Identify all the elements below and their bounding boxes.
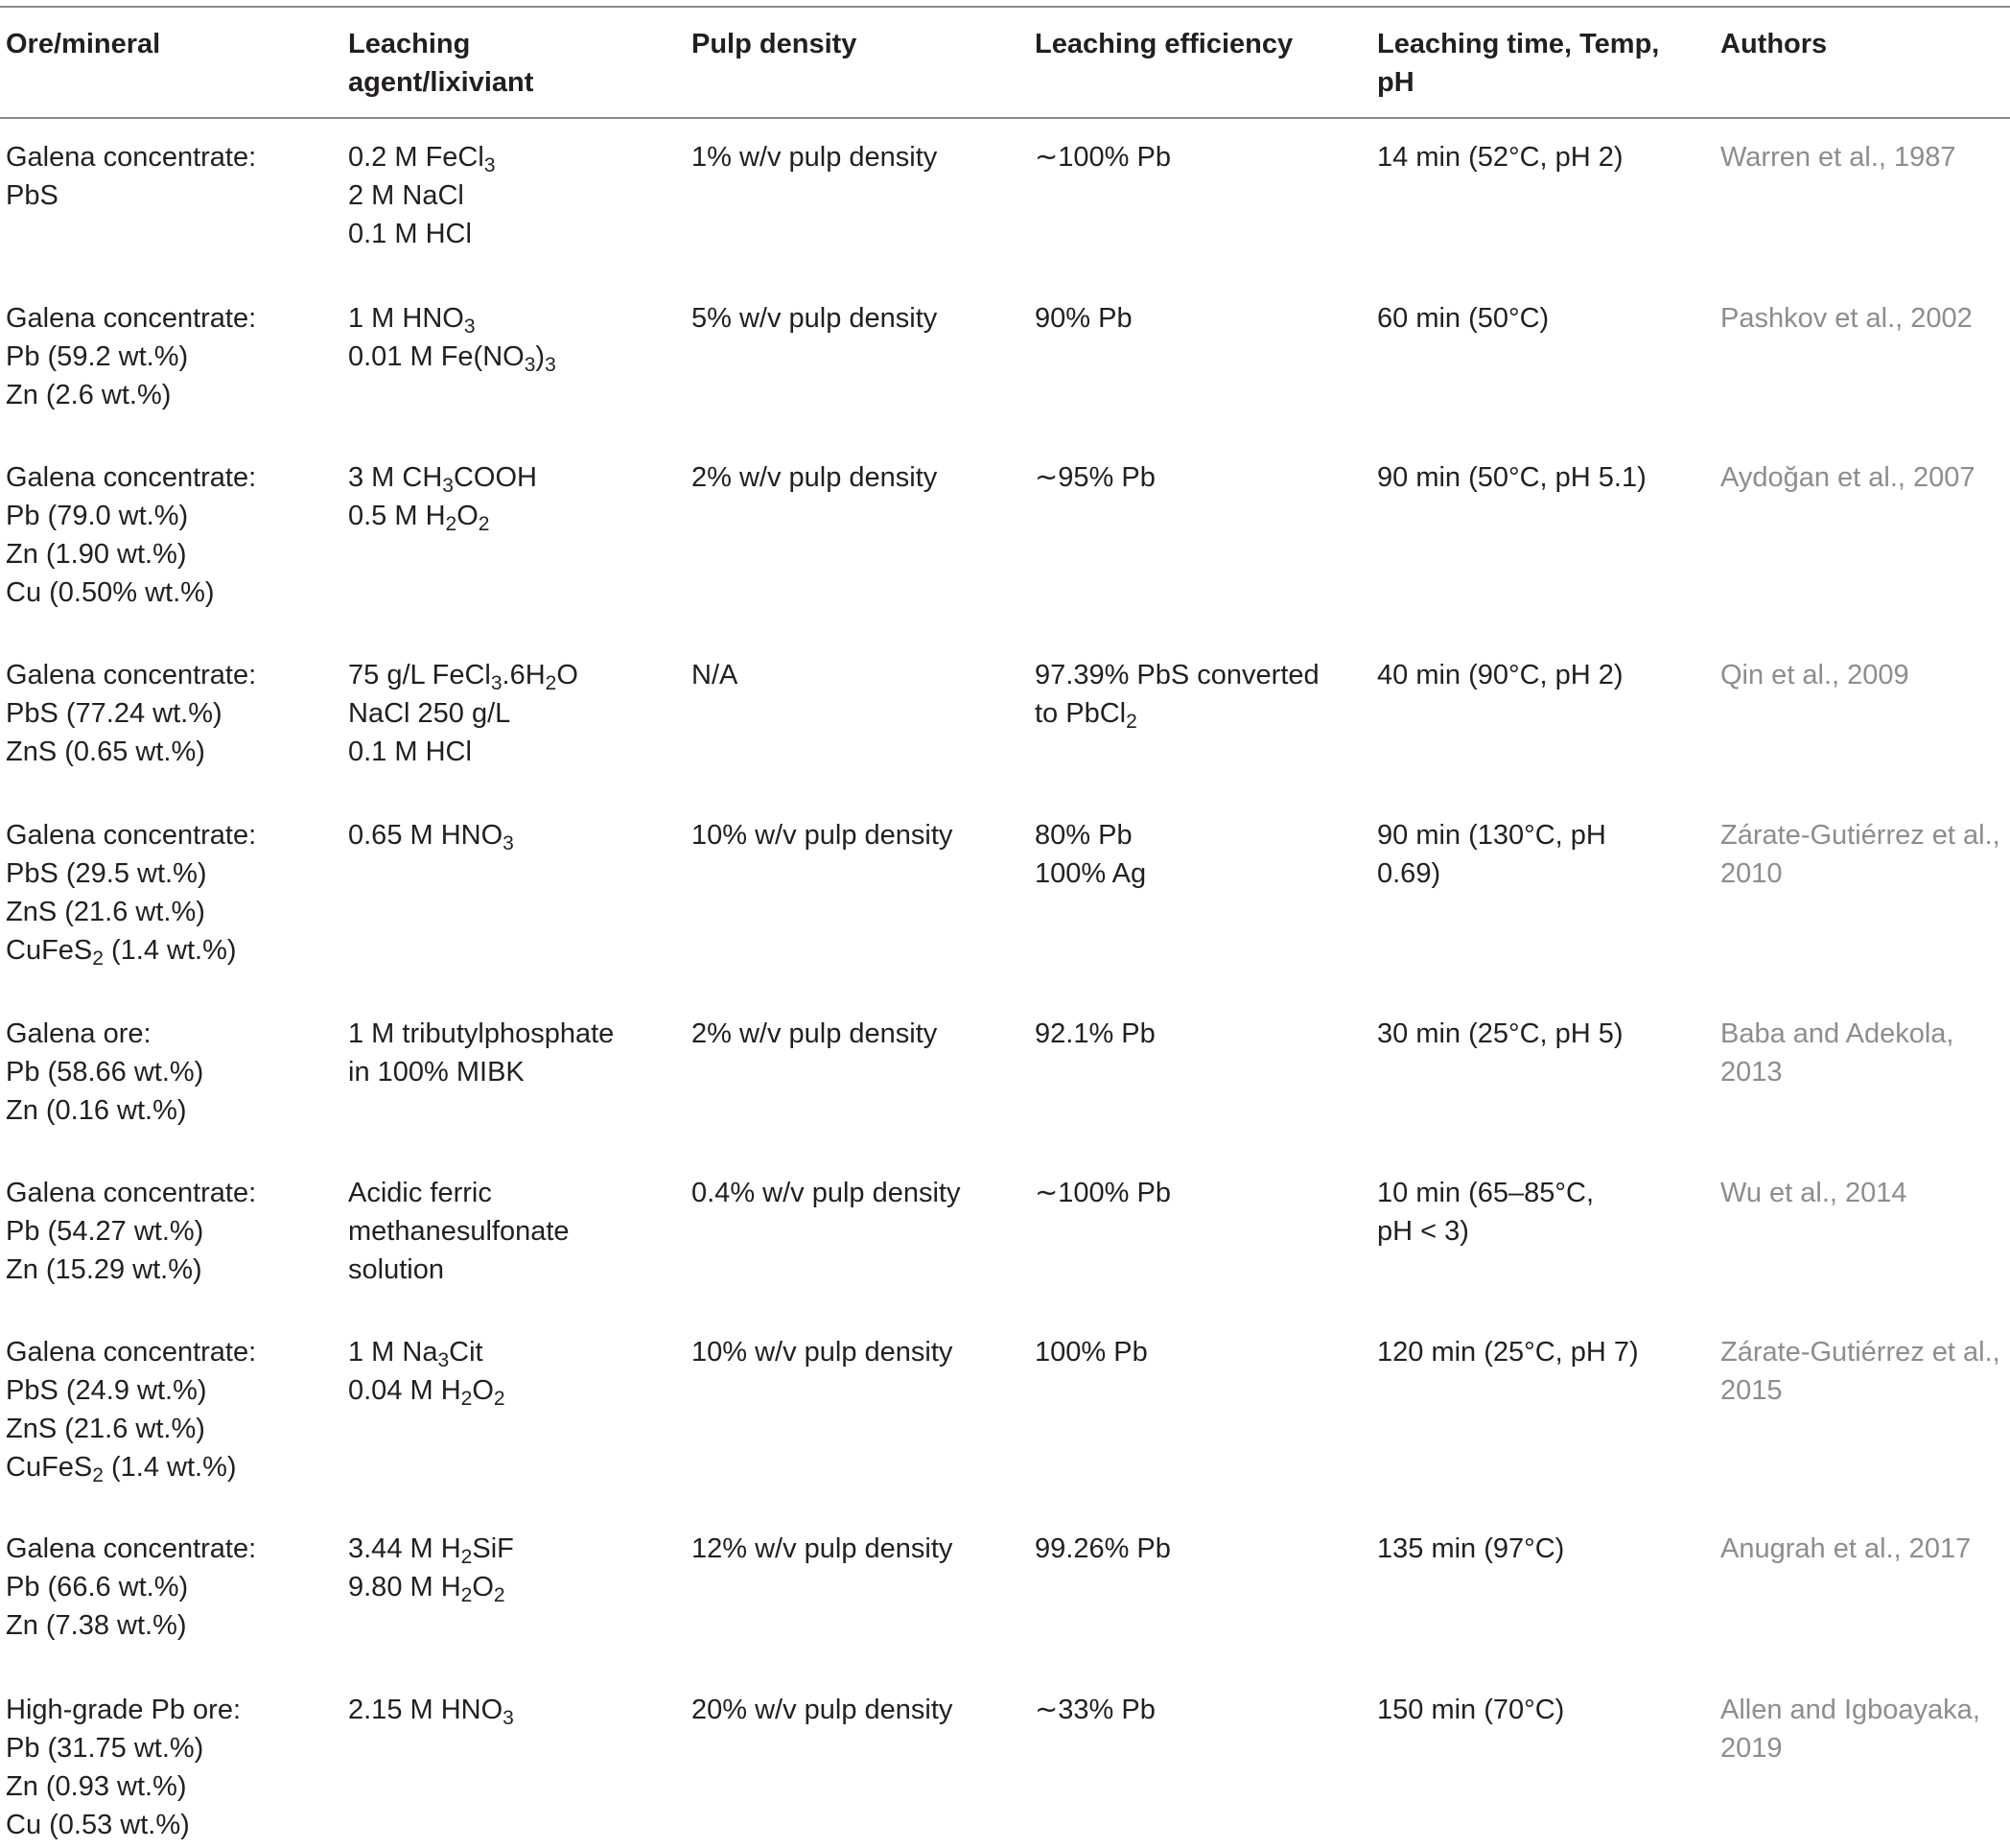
cell-line: Pb (66.6 wt.%)	[6, 1572, 189, 1602]
table-header-row	[0, 25, 2010, 111]
cell-line: Zárate-Gutiérrez et al.,	[1720, 1337, 2000, 1368]
cell-line: 0.01 M $Fe(NO_3)_3$	[348, 341, 556, 376]
cell-line: Pb (59.2 wt.%)	[6, 341, 189, 372]
cell-line: ∼100% Pb	[1035, 142, 1171, 173]
cell-authors	[1720, 1174, 2008, 1212]
cell-line: 14 min (52°C, pH 2)	[1377, 142, 1624, 173]
cell-line: pH < 3)	[1377, 1216, 1469, 1247]
cell-line: Warren et al., 1987	[1720, 142, 1956, 173]
cell-leaching-efficiency	[1035, 138, 1361, 176]
cell-line: 150 min (70°C)	[1377, 1695, 1565, 1725]
cell-line: Aydoğan et al., 2007	[1720, 462, 1975, 493]
cell-line: 20% w/v pulp density	[691, 1695, 953, 1725]
cell-line: Galena concentrate:	[6, 303, 257, 334]
cell-line: 1 M $HNO_3$	[348, 303, 476, 338]
cell-line: ∼100% Pb	[1035, 1178, 1171, 1208]
cell-line: 75 g/L $FeCl_3.6H_2O$	[348, 660, 578, 694]
cell-pulp-density	[691, 299, 1017, 338]
cell-line: ∼95% Pb	[1035, 462, 1156, 493]
cell-leaching-conditions	[1377, 1530, 1703, 1568]
cell-line: Galena concentrate:	[6, 820, 257, 851]
cell-line: 10% w/v pulp density	[691, 820, 953, 851]
cell-line: 2019	[1720, 1733, 1783, 1764]
cell-authors	[1720, 816, 2008, 893]
cell-line: 120 min (25°C, pH 7)	[1377, 1337, 1639, 1368]
cell-line: Acidic ferric	[348, 1178, 492, 1208]
cell-line: 90 min (130°C, pH	[1377, 820, 1606, 851]
cell-line: Zn (2.6 wt.%)	[6, 380, 172, 410]
cell-authors	[1720, 1530, 2008, 1568]
cell-line: 1% w/v pulp density	[691, 142, 938, 173]
header-leaching-conditions	[1377, 25, 1703, 102]
cell-ore-mineral	[6, 816, 332, 970]
cell-authors	[1720, 1333, 2008, 1410]
cell-pulp-density	[691, 138, 1017, 176]
header-line: Leaching time, Temp,	[1377, 29, 1660, 59]
cell-line: PbS (29.5 wt.%)	[6, 858, 207, 889]
cell-leaching-agent	[348, 816, 674, 854]
header-line: agent/lixiviant	[348, 67, 534, 98]
cell-line: Galena concentrate:	[6, 142, 257, 173]
cell-line: to PbCl$_2$	[1035, 698, 1137, 733]
cell-line: NaCl 250 g/L	[348, 698, 511, 729]
cell-line: Zn (0.93 wt.%)	[6, 1771, 187, 1802]
cell-line: 0.4% w/v pulp density	[691, 1178, 961, 1208]
cell-line: 60 min (50°C)	[1377, 303, 1550, 334]
cell-line: Galena concentrate:	[6, 462, 257, 493]
cell-line: 1 M tributylphosphate	[348, 1018, 615, 1049]
cell-line: Galena ore:	[6, 1018, 152, 1049]
cell-leaching-efficiency	[1035, 458, 1361, 497]
cell-line: Cu (0.50% wt.%)	[6, 577, 215, 608]
cell-line: 135 min (97°C)	[1377, 1533, 1565, 1564]
header-pulp-density	[691, 25, 1017, 63]
cell-leaching-efficiency	[1035, 656, 1361, 733]
cell-line: Pb (79.0 wt.%)	[6, 501, 189, 531]
cell-leaching-agent	[348, 1333, 674, 1410]
header-leaching-agent	[348, 25, 674, 102]
cell-leaching-agent	[348, 458, 674, 535]
cell-line: solution	[348, 1254, 444, 1285]
cell-line: 10 min (65–85°C,	[1377, 1178, 1594, 1208]
cell-line: Galena concentrate:	[6, 1178, 257, 1208]
cell-leaching-conditions	[1377, 458, 1703, 497]
cell-leaching-efficiency	[1035, 1174, 1361, 1212]
cell-line: Baba and Adekola,	[1720, 1018, 1954, 1049]
cell-authors	[1720, 1691, 2008, 1767]
cell-leaching-efficiency	[1035, 1015, 1361, 1053]
cell-line: 0.1 M HCl	[348, 219, 472, 249]
cell-ore-mineral	[6, 1015, 332, 1130]
cell-leaching-conditions	[1377, 299, 1703, 338]
cell-line: Pb (58.66 wt.%)	[6, 1057, 204, 1088]
cell-line: CuFeS$_2$ (1.4 wt.%)	[6, 935, 237, 970]
cell-line: 2% w/v pulp density	[691, 1018, 938, 1049]
cell-leaching-efficiency	[1035, 1530, 1361, 1568]
cell-authors	[1720, 656, 2008, 694]
cell-authors	[1720, 299, 2008, 338]
cell-line: 40 min (90°C, pH 2)	[1377, 660, 1624, 690]
cell-authors	[1720, 138, 2008, 176]
cell-pulp-density	[691, 1530, 1017, 1568]
cell-line: High-grade Pb ore:	[6, 1695, 242, 1725]
cell-line: ZnS (21.6 wt.%)	[6, 897, 205, 927]
cell-leaching-agent	[348, 1691, 674, 1729]
cell-line: 0.04 M $H_2O_2$	[348, 1375, 505, 1410]
cell-line: Zárate-Gutiérrez et al.,	[1720, 820, 2000, 851]
cell-line: PbS	[6, 180, 58, 211]
cell-line: ∼33% Pb	[1035, 1695, 1156, 1725]
cell-leaching-agent	[348, 1015, 674, 1091]
table-header-rule	[0, 117, 2010, 119]
cell-line: 3.44 M $H_2SiF$	[348, 1533, 514, 1568]
cell-ore-mineral	[6, 1530, 332, 1645]
cell-line: 90 min (50°C, pH 5.1)	[1377, 462, 1647, 493]
cell-leaching-agent	[348, 1530, 674, 1606]
cell-line: 0.5 M $H_2O_2$	[348, 501, 490, 535]
header-ore-mineral	[6, 25, 332, 63]
cell-leaching-conditions	[1377, 138, 1703, 176]
cell-line: in 100% MIBK	[348, 1057, 525, 1088]
cell-line: Zn (15.29 wt.%)	[6, 1254, 202, 1285]
cell-line: ZnS (21.6 wt.%)	[6, 1414, 205, 1444]
cell-leaching-conditions	[1377, 1174, 1703, 1251]
header-authors	[1720, 25, 2008, 63]
cell-line: Cu (0.53 wt.%)	[6, 1810, 190, 1840]
cell-pulp-density	[691, 1015, 1017, 1053]
header-leaching-efficiency	[1035, 25, 1361, 63]
cell-pulp-density	[691, 1691, 1017, 1729]
cell-line: Pb (31.75 wt.%)	[6, 1733, 204, 1764]
cell-leaching-conditions	[1377, 656, 1703, 694]
cell-pulp-density	[691, 1333, 1017, 1371]
cell-line: 10% w/v pulp density	[691, 1337, 953, 1368]
cell-leaching-conditions	[1377, 1333, 1703, 1371]
cell-line: 99.26% Pb	[1035, 1533, 1171, 1564]
cell-line: 0.65 M $HNO_3$	[348, 820, 514, 854]
cell-leaching-efficiency	[1035, 816, 1361, 893]
header-line: Ore/mineral	[6, 29, 161, 59]
cell-leaching-efficiency	[1035, 299, 1361, 338]
header-line: Leaching	[348, 29, 471, 59]
cell-line: 2 M NaCl	[348, 180, 464, 211]
cell-ore-mineral	[6, 656, 332, 771]
cell-leaching-agent	[348, 656, 674, 771]
cell-authors	[1720, 458, 2008, 497]
cell-line: 3 M $CH_3COOH$	[348, 462, 537, 497]
cell-line: 0.1 M HCl	[348, 737, 472, 767]
cell-line: 2013	[1720, 1057, 1783, 1088]
cell-line: 80% Pb	[1035, 820, 1133, 851]
cell-line: 0.2 M FeCl$_3$	[348, 142, 496, 176]
cell-line: 2% w/v pulp density	[691, 462, 938, 493]
cell-ore-mineral	[6, 458, 332, 612]
cell-line: Zn (7.38 wt.%)	[6, 1610, 187, 1641]
cell-ore-mineral	[6, 299, 332, 414]
cell-line: 100% Pb	[1035, 1337, 1148, 1368]
cell-line: ZnS (0.65 wt.%)	[6, 737, 205, 767]
cell-leaching-efficiency	[1035, 1333, 1361, 1371]
header-line: Authors	[1720, 29, 1828, 59]
cell-line: N/A	[691, 660, 738, 690]
cell-ore-mineral	[6, 1174, 332, 1289]
cell-line: Allen and Igboayaka,	[1720, 1695, 1980, 1725]
cell-line: 5% w/v pulp density	[691, 303, 938, 334]
cell-line: CuFeS$_2$ (1.4 wt.%)	[6, 1452, 237, 1486]
cell-leaching-agent	[348, 1174, 674, 1289]
cell-line: Qin et al., 2009	[1720, 660, 1909, 690]
cell-pulp-density	[691, 458, 1017, 497]
cell-line: 100% Ag	[1035, 858, 1147, 889]
cell-pulp-density	[691, 816, 1017, 854]
cell-line: Galena concentrate:	[6, 660, 257, 690]
cell-line: Pashkov et al., 2002	[1720, 303, 1973, 334]
cell-leaching-agent	[348, 299, 674, 376]
cell-leaching-conditions	[1377, 1691, 1703, 1729]
header-line: Leaching efficiency	[1035, 29, 1294, 59]
cell-line: 97.39% PbS converted	[1035, 660, 1320, 690]
cell-line: methanesulfonate	[348, 1216, 570, 1247]
cell-line: 12% w/v pulp density	[691, 1533, 953, 1564]
cell-line: PbS (77.24 wt.%)	[6, 698, 222, 729]
cell-line: 2015	[1720, 1375, 1783, 1406]
cell-line: 2.15 M $HNO_3$	[348, 1695, 514, 1729]
cell-leaching-conditions	[1377, 816, 1703, 893]
cell-line: 90% Pb	[1035, 303, 1133, 334]
cell-line: Wu et al., 2014	[1720, 1178, 1907, 1208]
cell-line: PbS (24.9 wt.%)	[6, 1375, 207, 1406]
header-line: pH	[1377, 67, 1414, 98]
header-line: Pulp density	[691, 29, 857, 59]
cell-ore-mineral	[6, 1691, 332, 1844]
cell-authors	[1720, 1015, 2008, 1091]
cell-pulp-density	[691, 656, 1017, 694]
cell-ore-mineral	[6, 1333, 332, 1486]
cell-line: Zn (0.16 wt.%)	[6, 1095, 187, 1126]
cell-line: 1 M $Na_3Cit$	[348, 1337, 483, 1371]
cell-line: Galena concentrate:	[6, 1533, 257, 1564]
cell-line: Zn (1.90 wt.%)	[6, 539, 187, 570]
cell-leaching-agent	[348, 138, 674, 253]
cell-line: 92.1% Pb	[1035, 1018, 1156, 1049]
table-top-rule	[0, 6, 2010, 8]
cell-leaching-efficiency	[1035, 1691, 1361, 1729]
cell-line: 2010	[1720, 858, 1783, 889]
cell-line: 9.80 M $H_2O_2$	[348, 1572, 505, 1606]
cell-line: Galena concentrate:	[6, 1337, 257, 1368]
cell-line: 0.69)	[1377, 858, 1441, 889]
cell-line: 30 min (25°C, pH 5)	[1377, 1018, 1624, 1049]
cell-line: Pb (54.27 wt.%)	[6, 1216, 204, 1247]
cell-leaching-conditions	[1377, 1015, 1703, 1053]
cell-ore-mineral	[6, 138, 332, 215]
cell-pulp-density	[691, 1174, 1017, 1212]
cell-line: Anugrah et al., 2017	[1720, 1533, 1972, 1564]
